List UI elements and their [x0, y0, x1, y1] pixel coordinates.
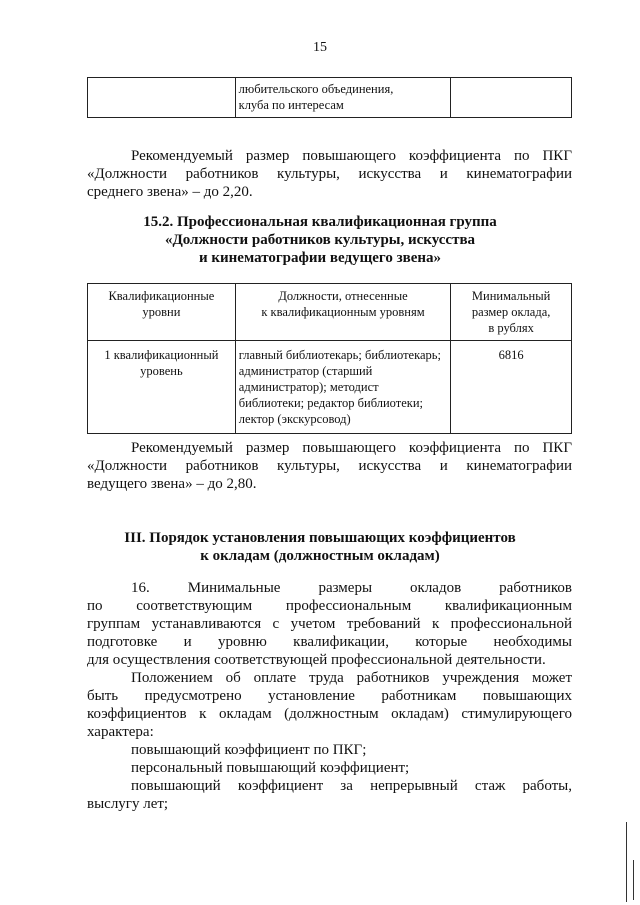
list-item: повышающий коэффициент по ПКГ;: [131, 742, 367, 758]
heading-line: «Должности работников культуры, искусства: [164, 232, 476, 248]
cell-line: уровень: [140, 364, 183, 378]
paragraph-line: Рекомендуемый размер повышающего коэффициента по ПКГ: [131, 440, 572, 456]
list-item: выслугу лет;: [87, 796, 169, 812]
header-line: Квалификационные: [108, 289, 215, 303]
cell-line: любительского объединения,: [238, 82, 394, 96]
cell-line: клуба по интересам: [238, 98, 344, 112]
paragraph-line: среднего звена» – до 2,20.: [87, 184, 253, 200]
paragraph-line: характера:: [87, 724, 154, 740]
top-table-fragment: [87, 77, 572, 118]
list-item: повышающий коэффициент за непрерывный стаж работы,: [131, 778, 572, 794]
table-header-row: [88, 284, 572, 341]
header-positions: [235, 284, 450, 341]
cell-salary: 6816: [451, 341, 572, 434]
paragraph-line: подготовке и уровню квалификации, которые необходимы: [87, 634, 572, 650]
header-line: Минимальный: [471, 289, 551, 303]
paragraph-line: ведущего звена» – до 2,80.: [87, 476, 257, 492]
heading-line: 15.2. Профессиональная квалификационная группа: [143, 214, 497, 230]
cell-positions: [235, 341, 450, 434]
cell-line: библиотеки; редактор библиотеки;: [238, 396, 424, 410]
cell-line: администратор (старший: [238, 364, 373, 378]
cell-line: главный библиотекарь; библиотекарь;: [238, 348, 441, 362]
paragraph-line: группам устанавливаются с учетом требований к профессиональной: [87, 616, 572, 632]
paragraph-line: коэффициентов к окладам (должностным окладам) стимулирующего: [87, 706, 572, 722]
header-line: к квалификационным уровням: [261, 305, 425, 319]
header-line: уровни: [142, 305, 181, 319]
paragraph-line: по соответствующим профессиональным квалификационным: [87, 598, 572, 614]
list-item: персональный повышающий коэффициент;: [131, 760, 410, 776]
cell-line: лектор (экскурсовод): [238, 412, 351, 426]
paragraph-line: «Должности работников культуры, искусства и кинематографии: [87, 166, 572, 182]
table-cell-positions: [235, 78, 451, 118]
paragraph-line: Рекомендуемый размер повышающего коэффициента по ПКГ: [131, 148, 572, 164]
table-cell-empty: [88, 78, 236, 118]
header-min-salary: [451, 284, 572, 341]
table-row: [88, 78, 572, 118]
cell-line: администратор); методист: [238, 380, 379, 394]
heading-line: III. Порядок установления повышающих коэффициентов: [124, 530, 516, 546]
header-line: размер оклада,: [471, 305, 551, 319]
qualification-table: [87, 283, 572, 434]
heading-line: и кинематографии ведущего звена»: [198, 250, 442, 266]
cell-qualification-level: [88, 341, 236, 434]
paragraph-line: 16. Минимальные размеры окладов работников: [131, 580, 572, 596]
page-number: 15: [313, 40, 327, 55]
paragraph-line: «Должности работников культуры, искусства и кинематографии: [87, 458, 572, 474]
cell-line: 1 квалификационный: [104, 348, 219, 362]
scan-edge-mark: [633, 860, 634, 900]
header-line: в рублях: [488, 321, 534, 335]
scan-edge-mark: [626, 822, 627, 902]
heading-line: к окладам (должностным окладам): [200, 548, 440, 564]
table-cell-empty: [451, 78, 572, 118]
header-line: Должности, отнесенные: [278, 289, 408, 303]
paragraph-line: для осуществления соответствующей профессиональной деятельности.: [87, 652, 546, 668]
table-row: [88, 341, 572, 434]
paragraph-line: Положением об оплате труда работников учреждения может: [131, 670, 572, 686]
header-qualification-levels: [88, 284, 236, 341]
paragraph-line: быть предусмотрено установление работникам повышающих: [87, 688, 572, 704]
